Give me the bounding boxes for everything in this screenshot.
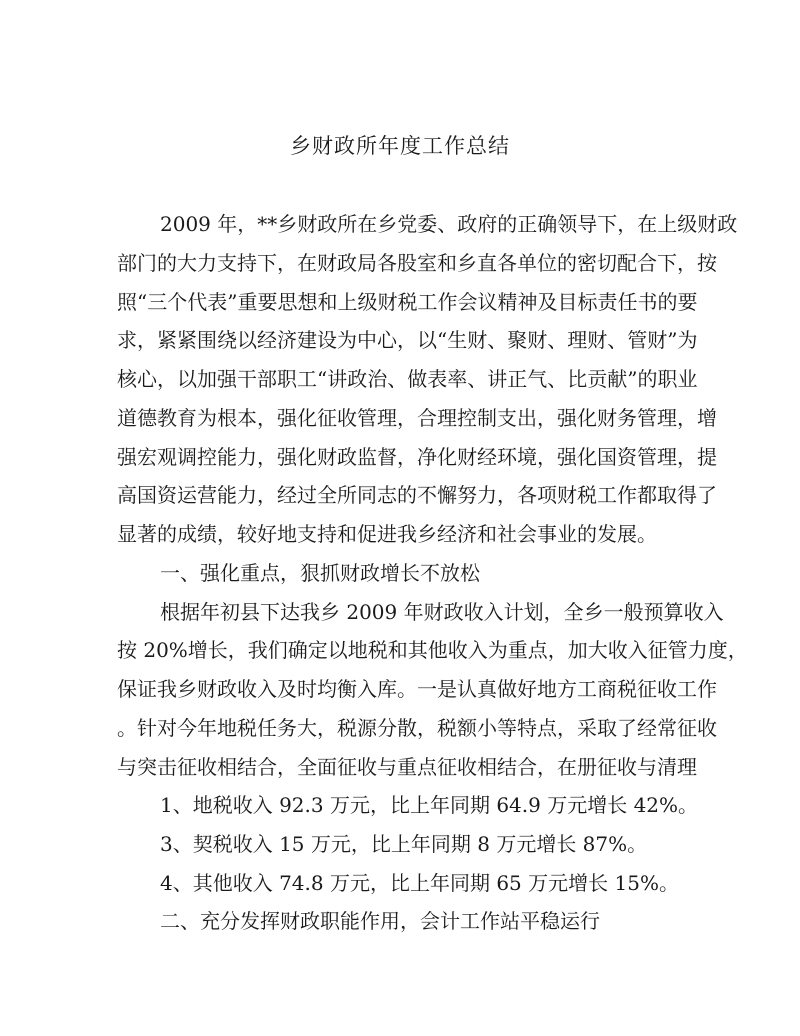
paragraph-line: 与突击征收相结合，全面征收与重点征收相结合，在册征收与清理 [117,755,697,779]
paragraph-line: 高国资运营能力，经过全所同志的不懈努力，各项财税工作都取得了 [117,483,717,507]
document-title: 乡财政所年度工作总结 [290,134,510,158]
paragraph-line: 显著的成绩，较好地支持和促进我乡经济和社会事业的发展。 [117,522,657,546]
paragraph-line: 求，紧紧围绕以经济建设为中心，以“生财、聚财、理财、管财”为 [117,328,698,352]
list-item: 1、地税收入 92.3 万元，比上年同期 64.9 万元增长 42%。 [160,793,699,817]
list-item: 3、契税收入 15 万元，比上年同期 8 万元增长 87%。 [160,832,648,856]
paragraph-line: 保证我乡财政收入及时均衡入库。一是认真做好地方工商税征收工作 [117,677,717,701]
section-heading: 二、充分发挥财政职能作用，会计工作站平稳运行 [160,909,600,933]
paragraph-line: 根据年初县下达我乡 2009 年财政收入计划，全乡一般预算收入 [160,600,724,624]
paragraph-line: 2009 年，**乡财政所在乡党委、政府的正确领导下，在上级财政 [160,212,738,236]
paragraph-line: 核心，以加强干部职工“讲政治、做表率、讲正气、比贡献”的职业 [117,367,698,391]
paragraph-line: 按 20%增长，我们确定以地税和其他收入为重点，加大收入征管力度， [117,638,748,662]
paragraph-line: 照“三个代表”重要思想和上级财税工作会议精神及目标责任书的要 [117,290,698,314]
list-item: 4、其他收入 74.8 万元，比上年同期 65 万元增长 15%。 [160,871,679,895]
paragraph-line: 部门的大力支持下，在财政局各股室和乡直各单位的密切配合下，按 [117,251,717,275]
section-heading: 一、强化重点，狠抓财政增长不放松 [160,561,480,585]
paragraph-line: 强宏观调控能力，强化财政监督，净化财经环境，强化国资管理，提 [117,445,717,469]
paragraph-line: 道德教育为根本，强化征收管理，合理控制支出，强化财务管理，增 [117,406,717,430]
paragraph-line: 。针对今年地税任务大，税源分散，税额小等特点，采取了经常征收 [117,716,717,740]
